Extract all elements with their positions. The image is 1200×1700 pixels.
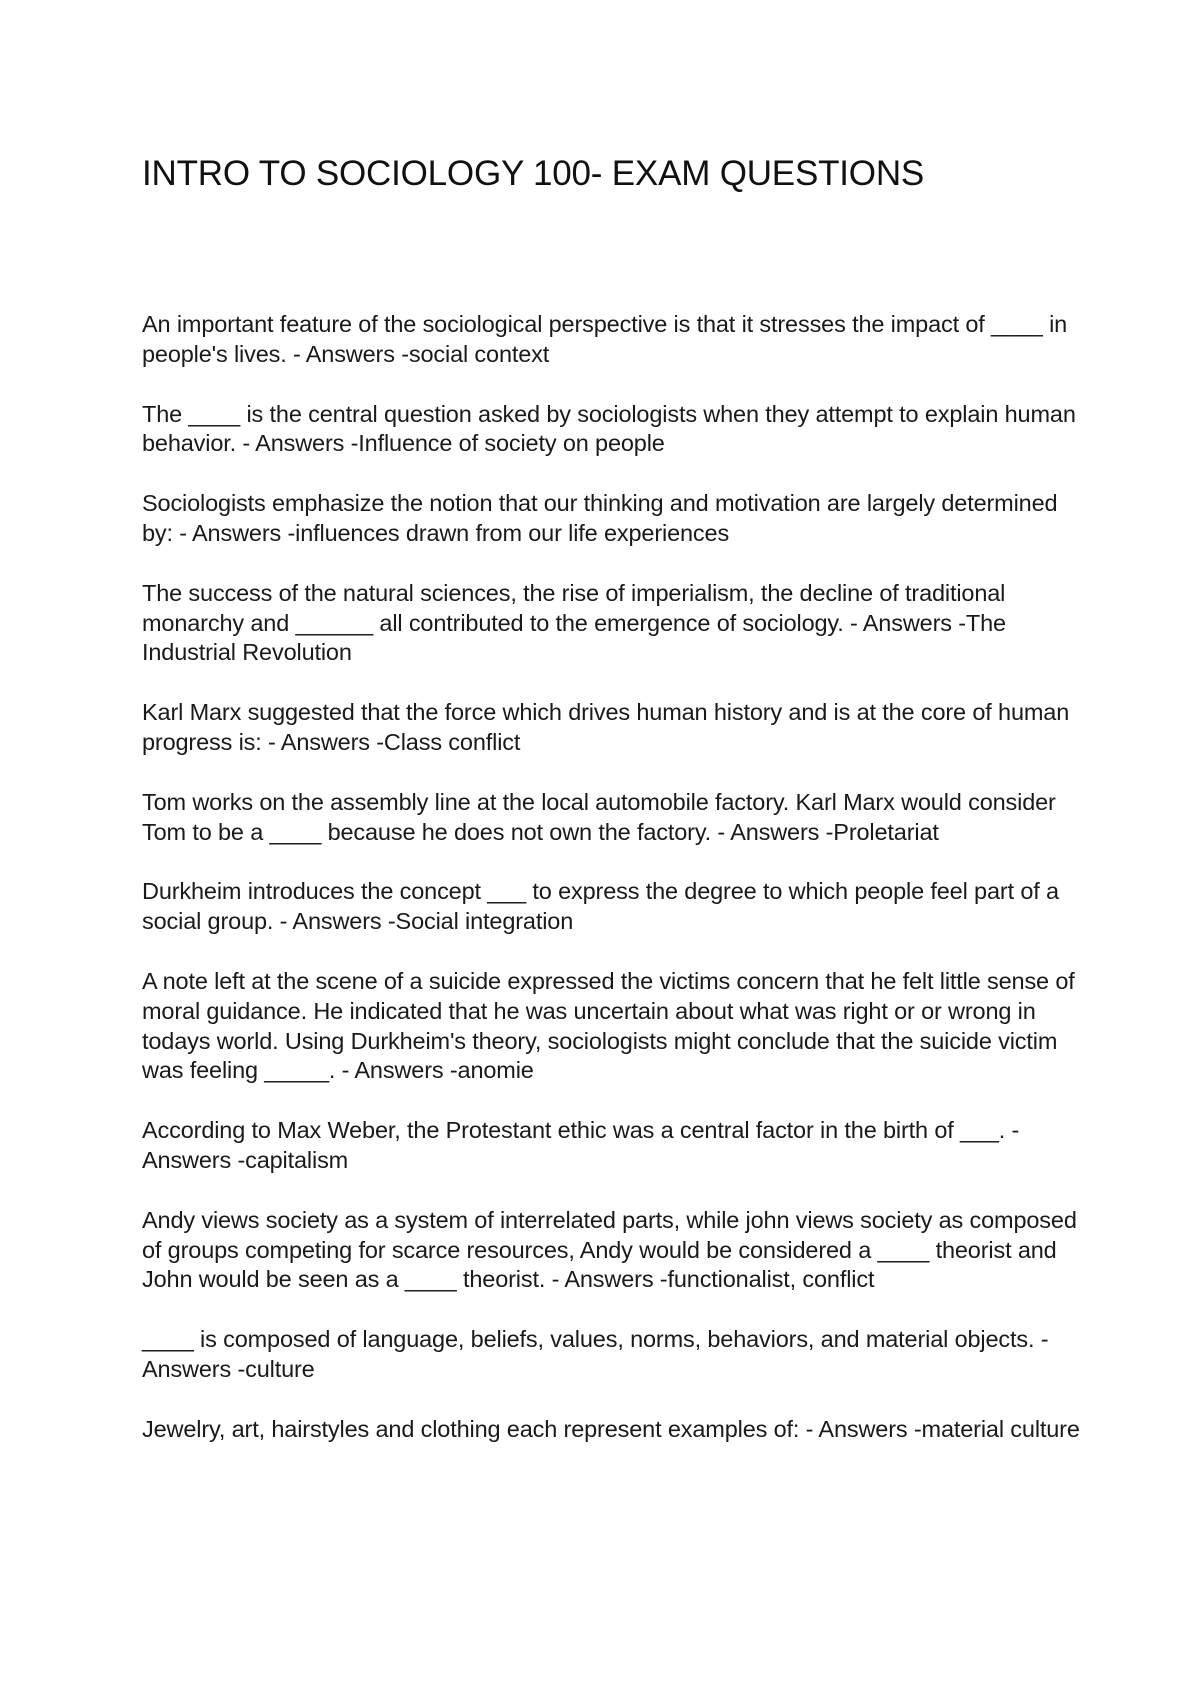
question-item: Jewelry, art, hairstyles and clothing each represent examples of: - Answers -material culture xyxy=(142,1415,1080,1442)
question-item: An important feature of the sociological perspective is that it stresses the impact of ____ in people's lives. - Answers -social context xyxy=(142,311,1068,367)
question-item: Tom works on the assembly line at the local automobile factory. Karl Marx would consider Tom to be a ____ because he does not own the factory. - Answers -Proletariat xyxy=(142,788,1056,845)
question-item: According to Max Weber, the Protestant ethic was a central factor in the birth of ___. - Answers -capitalism xyxy=(142,1117,1020,1173)
question-item: Andy views society as a system of interrelated parts, while john views society as composed of groups competing for scarce resources, Andy would be considered a ____ theorist and John would be seen as a ____ theorist. - Answers -functionalist, conflict xyxy=(142,1206,1077,1293)
question-item: The ____ is the central question asked by sociologists when they attempt to explain human behavior. - Answers -Influence of society on people xyxy=(142,400,1076,457)
question-item: A note left at the scene of a suicide expressed the victims concern that he felt little sense of moral guidance. He indicated that he was uncertain about what was right or or wrong in todays world. Using Durkheim's theory, sociologists might conclude that the suicide victim was feeling _____. - Answers -anomie xyxy=(142,967,1075,1084)
question-item: Karl Marx suggested that the force which drives human history and is at the core of human progress is: - Answers -Class conflict xyxy=(142,699,1070,755)
question-item: Durkheim introduces the concept ___ to express the degree to which people feel part of a social group. - Answers -Social integration xyxy=(142,878,1059,935)
question-item: ____ is composed of language, beliefs, values, norms, behaviors, and material objects. - Answers -culture xyxy=(142,1326,1049,1382)
question-item: The success of the natural sciences, the rise of imperialism, the decline of traditional monarchy and ______ all contributed to the emergence of sociology. - Answers -The Industrial Revolution xyxy=(142,579,1006,666)
question-list xyxy=(142,310,1082,1475)
document-title: INTRO TO SOCIOLOGY 100- EXAM QUESTIONS xyxy=(142,154,925,193)
question-item: Sociologists emphasize the notion that our thinking and motivation are largely determined by: - Answers -influences drawn from our life experiences xyxy=(142,490,1058,546)
